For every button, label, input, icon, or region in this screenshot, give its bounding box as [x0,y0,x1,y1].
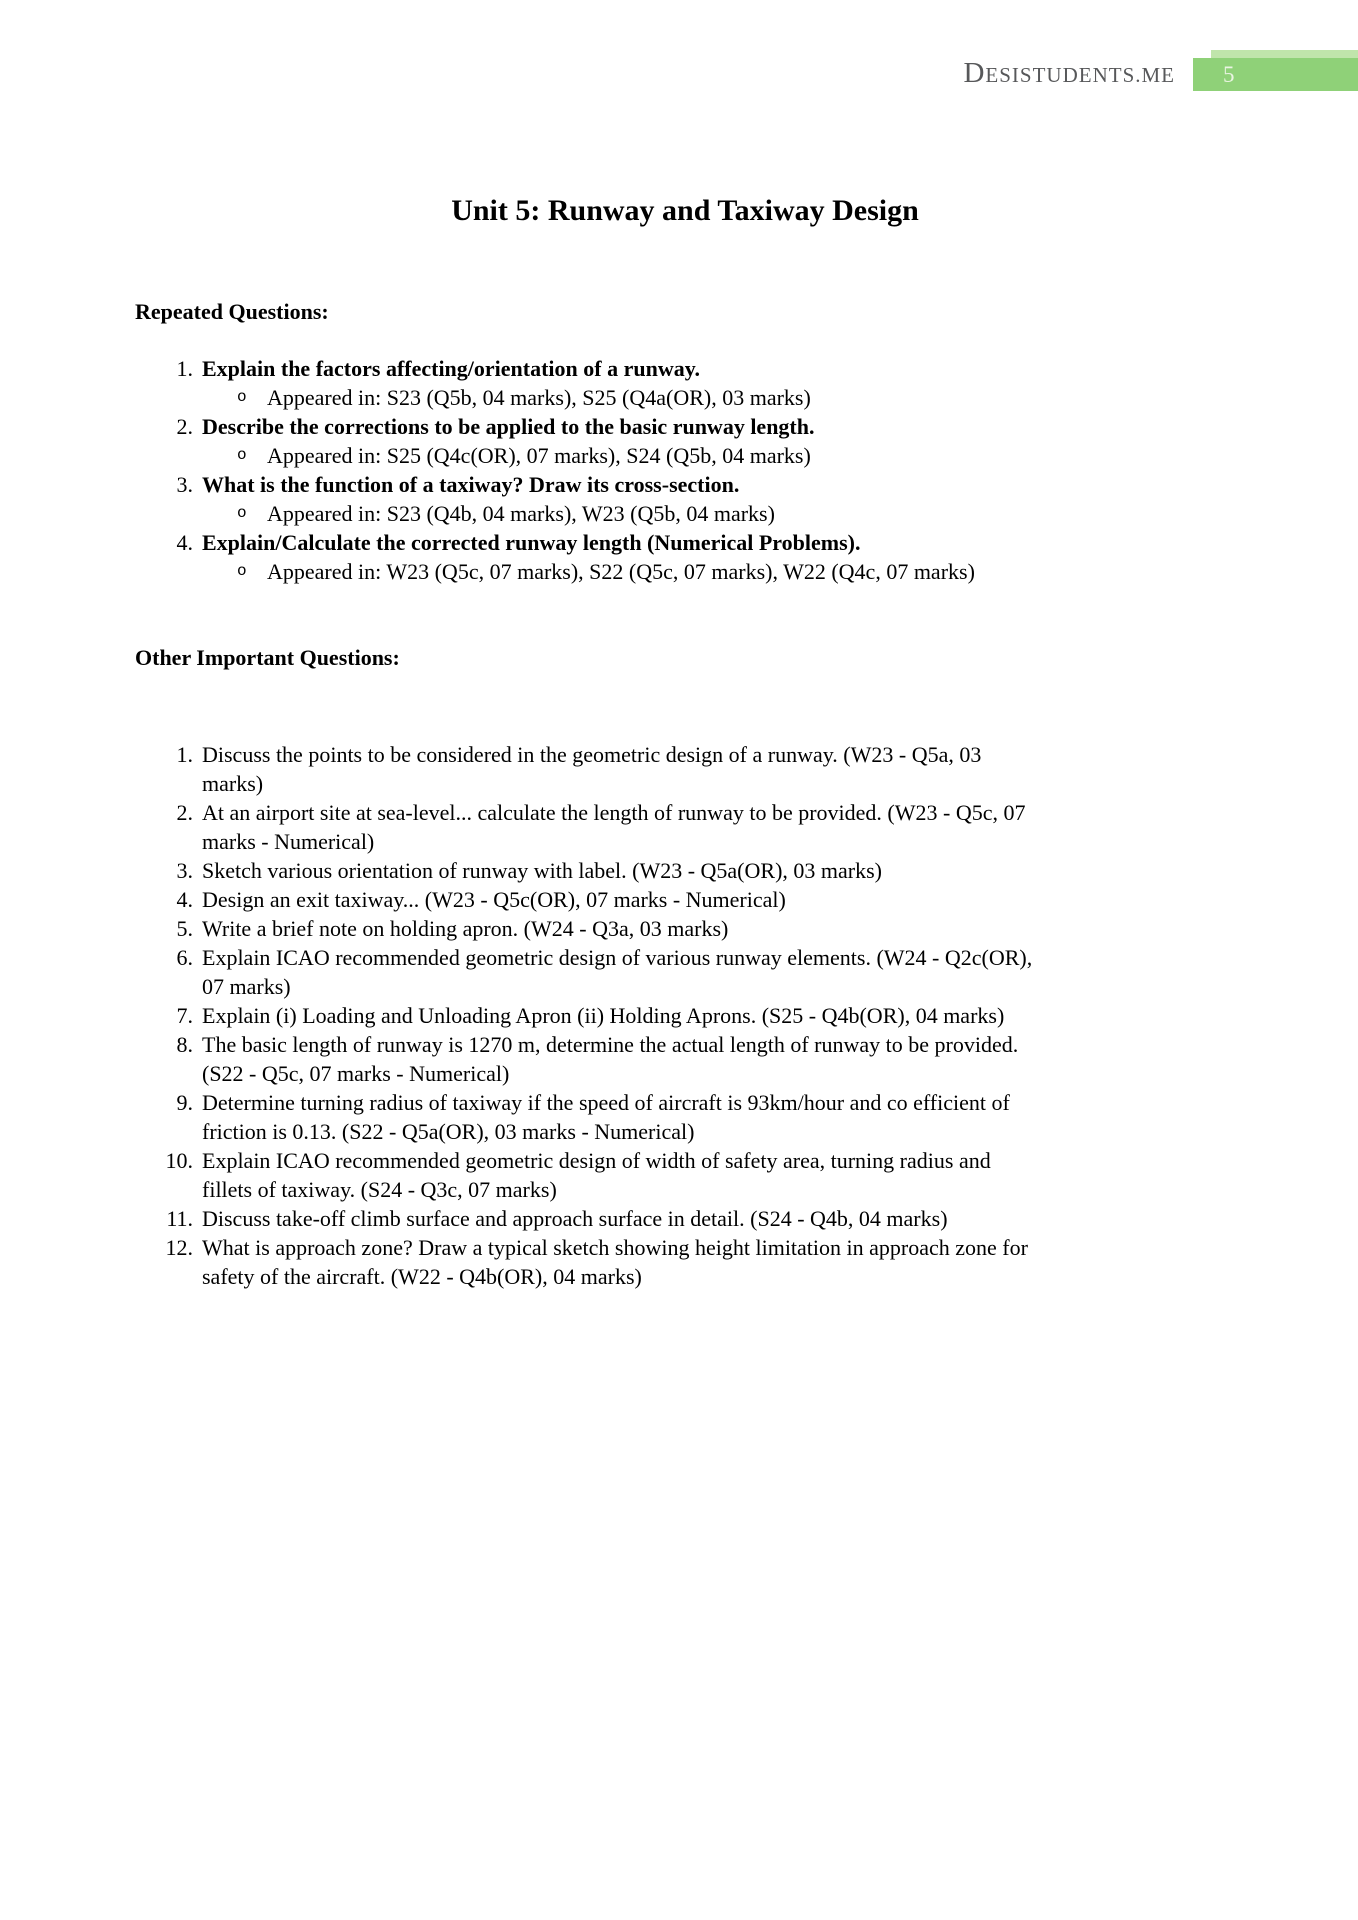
bullet-marker: o [237,446,247,464]
item-number: 7. [176,1003,193,1028]
item-number: 3. [176,858,193,883]
item-number: 3. [176,472,193,497]
bullet-marker: o [237,388,247,406]
appeared-in-row [202,499,1235,528]
page-header [963,57,1358,92]
repeated-question-item [135,354,1235,412]
question-line: The basic length of runway is 1270 m, determine the actual length of runway to be provided. [202,1032,1019,1057]
question-text: Explain the factors affecting/orientation of a runway. [202,356,701,381]
other-question-item [135,1204,1235,1233]
item-number: 12. [165,1235,193,1260]
appeared-in-text: Appeared in: S23 (Q5b, 04 marks), S25 (Q4a(OR), 03 marks) [267,385,811,410]
other-question-item [135,798,1235,856]
appeared-in-row [202,441,1235,470]
question-line: marks - Numerical) [202,829,375,854]
question-line: fillets of taxiway. (S24 - Q3c, 07 marks) [202,1177,557,1202]
appeared-in-text: Appeared in: S25 (Q4c(OR), 07 marks), S24 (Q5b, 04 marks) [267,443,811,468]
item-number: 4. [176,887,193,912]
question-line: Sketch various orientation of runway with label. (W23 - Q5a(OR), 03 marks) [202,858,882,883]
appeared-in-row [202,557,1235,586]
question-line: Explain (i) Loading and Unloading Apron (ii) Holding Aprons. (S25 - Q4b(OR), 04 marks) [202,1003,1005,1028]
other-question-item [135,1001,1235,1030]
section-heading-other: Other Important Questions: [135,645,400,670]
item-number: 2. [176,414,193,439]
other-question-item [135,1088,1235,1146]
question-line: Discuss take-off climb surface and approach surface in detail. (S24 - Q4b, 04 marks) [202,1206,948,1231]
question-line: friction is 0.13. (S22 - Q5a(OR), 03 marks - Numerical) [202,1119,695,1144]
appeared-in-text: Appeared in: S23 (Q4b, 04 marks), W23 (Q5b, 04 marks) [267,501,775,526]
question-line: Design an exit taxiway... (W23 - Q5c(OR), 07 marks - Numerical) [202,887,786,912]
other-question-item [135,740,1235,798]
other-question-item [135,1030,1235,1088]
page-number: 5 [1223,62,1235,87]
document-title: Unit 5: Runway and Taxiway Design [451,194,919,227]
other-question-item [135,885,1235,914]
question-line: safety of the aircraft. (W22 - Q4b(OR), 04 marks) [202,1264,642,1289]
bullet-marker: o [237,562,247,580]
item-number: 10. [165,1148,193,1173]
repeated-question-item [135,470,1235,528]
bullet-marker: o [237,504,247,522]
other-question-item [135,914,1235,943]
question-line: Explain ICAO recommended geometric design of width of safety area, turning radius and [202,1148,991,1173]
repeated-question-item [135,412,1235,470]
question-line: Determine turning radius of taxiway if the speed of aircraft is 93km/hour and co efficient of [202,1090,1010,1115]
item-number: 9. [176,1090,193,1115]
question-line: At an airport site at sea-level... calculate the length of runway to be provided. (W23 - Q5c, 07 [202,800,1026,825]
question-line: Explain ICAO recommended geometric design of various runway elements. (W24 - Q2c(OR), [202,945,1033,970]
question-line: What is approach zone? Draw a typical sketch showing height limitation in approach zone for [202,1235,1028,1260]
repeated-questions-list [135,354,1235,586]
question-text: Explain/Calculate the corrected runway length (Numerical Problems). [202,530,861,555]
other-question-item [135,943,1235,1001]
other-question-item [135,1233,1235,1291]
item-number: 2. [176,800,193,825]
site-name: DESISTUDENTS.ME [963,57,1175,89]
appeared-in-text: Appeared in: W23 (Q5c, 07 marks), S22 (Q5c, 07 marks), W22 (Q4c, 07 marks) [267,559,975,584]
item-number: 5. [176,916,193,941]
question-line: marks) [202,771,264,796]
other-question-item [135,1146,1235,1204]
question-line: Discuss the points to be considered in the geometric design of a runway. (W23 - Q5a, 03 [202,742,982,767]
item-number: 1. [176,356,193,381]
item-number: 1. [176,742,193,767]
question-text: What is the function of a taxiway? Draw its cross-section. [202,472,740,497]
item-number: 6. [176,945,193,970]
other-questions-list [135,740,1235,1291]
other-question-item [135,856,1235,885]
page-number-badge [1193,58,1358,91]
question-line: 07 marks) [202,974,291,999]
item-number: 8. [176,1032,193,1057]
question-line: Write a brief note on holding apron. (W24 - Q3a, 03 marks) [202,916,729,941]
section-heading-repeated: Repeated Questions: [135,299,329,324]
repeated-question-item [135,528,1235,586]
item-number: 11. [166,1206,193,1231]
appeared-in-row [202,383,1235,412]
question-text: Describe the corrections to be applied to the basic runway length. [202,414,815,439]
question-line: (S22 - Q5c, 07 marks - Numerical) [202,1061,510,1086]
item-number: 4. [176,530,193,555]
